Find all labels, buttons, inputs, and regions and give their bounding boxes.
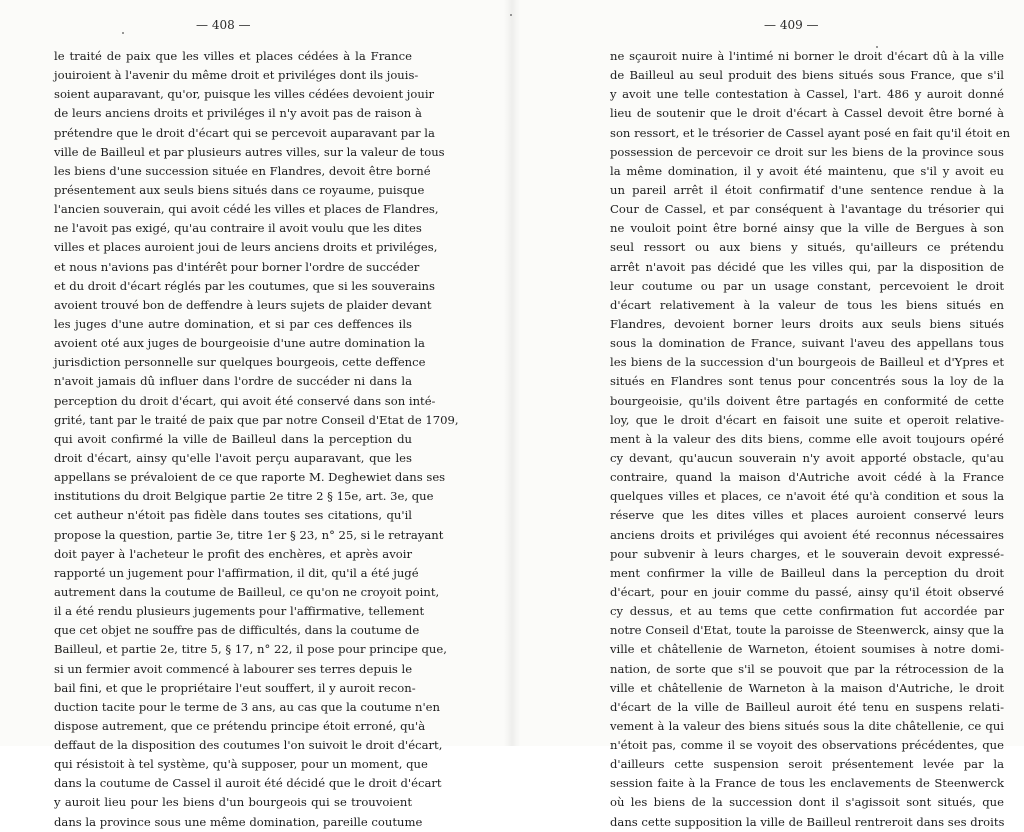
text-line: n'étoit pas, comme il se voyoit des observations précédentes, que	[610, 738, 1004, 753]
text-line: y auroit lieu pour les biens d'un bourgeois qui se trouvoient	[54, 795, 412, 810]
text-line: droit d'écart, ainsy qu'elle l'avoit perçu auparavant, que les	[54, 450, 412, 465]
text-line: deffaut de la disposition des coutumes l'on suivoit le droit d'écart,	[54, 738, 443, 753]
text-line: session faite à la France de tous les enclavements de Steenwerck	[610, 776, 1004, 791]
text-line: Bailleul, et partie 2e, titre 5, § 17, n° 22, il pose pour principe que,	[54, 642, 447, 657]
text-line: un pareil arrêt il étoit confirmatif d'une sentence rendue à la	[610, 182, 1004, 197]
text-line: de Bailleul au seul produit des biens situés sous France, que s'il	[610, 68, 1004, 83]
text-line: anciens droits et priviléges qui avoient été reconnus nécessaires	[610, 527, 1004, 542]
text-line: nation, de sorte que s'il se pouvoit que par la rétrocession de la	[610, 661, 1004, 676]
text-line: leur coutume ou par un usage constant, percevoient le droit	[610, 278, 1004, 293]
text-line: ville et châtellenie de Warneton à la maison d'Autriche, le droit	[610, 680, 1004, 695]
text-line: ville de Bailleul et par plusieurs autres villes, sur la valeur de tous	[54, 144, 445, 159]
text-line: cy dessus, et au tems que cette confirmation fut accordée par	[610, 604, 1004, 619]
text-line: jurisdiction personnelle sur quelques bourgeois, cette deffence	[54, 355, 426, 370]
text-line: ment confirmer la ville de Bailleul dans la perception du droit	[610, 565, 1004, 580]
page-body-text	[54, 47, 459, 832]
text-line: ne sçauroit nuire à l'intimé ni borner le droit d'écart dû à la ville	[610, 49, 1004, 63]
page-body-text	[610, 47, 1011, 832]
text-line: ment à la valeur des dits biens, comme elle avoit toujours opéré	[610, 431, 1004, 446]
text-line: propose la question, partie 3e, titre 1er § 23, n° 25, si le retrayant	[54, 527, 444, 542]
text-line: il a été rendu plusieurs jugements pour l'affirmative, tellement	[54, 604, 425, 619]
text-line: réserve que les dites villes et places auroient conservé leurs	[610, 508, 1004, 523]
text-line: l'ancien souverain, qui avoit cédé les villes et places de Flandres,	[54, 202, 439, 217]
text-line: présentement aux seuls biens situés dans ce royaume, puisque	[54, 182, 425, 197]
text-line: arrêt n'avoit pas décidé que les villes qui, par la disposition de	[610, 259, 1004, 274]
page-number: — 408 —	[196, 18, 251, 32]
text-line: quelques villes et places, ce n'avoit été qu'à condition et sous la	[610, 489, 1004, 504]
text-line: Cour de Cassel, et par conséquent à l'avantage du trésorier qui	[610, 202, 1004, 217]
text-line: grité, tant par le traité de paix que par notre Conseil d'Etat de 1709,	[54, 412, 459, 427]
text-line: sous la domination de France, suivant l'aveu des appellans tous	[610, 336, 1004, 351]
text-line: si un fermier avoit commencé à labourer ses terres depuis le	[54, 661, 413, 676]
text-line: ne l'avoit pas exigé, qu'au contraire il avoit voulu que les dites	[54, 221, 422, 236]
text-line: avoient trouvé bon de deffendre à leurs sujets de plaider devant	[54, 297, 432, 312]
left-page	[0, 0, 512, 829]
text-line: bourgeoisie, qu'ils doivent être partagés en conformité de cette	[610, 393, 1004, 408]
text-line: Flandres, devoient borner leurs droits aux seuls biens situés	[610, 316, 1004, 331]
text-line: institutions du droit Belgique partie 2e titre 2 § 15e, art. 3e, que	[54, 489, 434, 504]
text-line: pour subvenir à leurs charges, et le souverain devoit expressé-	[610, 546, 1004, 561]
text-line: de leurs anciens droits et priviléges il n'y avoit pas de raison à	[54, 106, 422, 121]
text-line: où les biens de la succession dont il s'agissoit sont situés, que	[610, 795, 1004, 810]
text-line: perception du droit d'écart, qui avoit été conservé dans son inté-	[54, 393, 436, 408]
text-line: notre Conseil d'Etat, toute la paroisse de Steenwerck, ainsy que la	[610, 623, 1004, 638]
text-line: situés en Flandres sont tenus pour concentrés sous la loy de la	[610, 374, 1004, 389]
text-line: soient auparavant, qu'or, puisque les villes cédées devoient jouir	[54, 87, 435, 102]
text-line: y avoit une telle contestation à Cassel, l'art. 486 y auroit donné	[610, 87, 1004, 102]
text-line: bail fini, et que le propriétaire l'eut souffert, il y auroit recon-	[54, 680, 416, 695]
text-line: qui résistoit à tel système, qu'à supposer, pour un moment, que	[54, 757, 428, 772]
text-line: appellans se prévaloient de ce que raporte M. Deghewiet dans ses	[54, 470, 446, 485]
text-line: d'écart, pour en jouir comme du passé, ainsy qu'il étoit observé	[610, 584, 1004, 599]
text-line: loy, que le droit d'écart en faisoit une suite et operoit relative-	[610, 412, 1004, 427]
text-line: jouiroient à l'avenir du même droit et priviléges dont ils jouis-	[54, 68, 419, 83]
text-line: que cet objet ne souffre pas de difficultés, dans la coutume de	[54, 623, 420, 638]
page-number: — 409 —	[764, 18, 819, 32]
text-line: possession de percevoir ce droit sur les biens de la province sous	[610, 144, 1004, 159]
text-line: dans la coutume de Cassel il auroit été décidé que le droit d'écart	[54, 776, 442, 791]
text-line: seul ressort ou aux biens y situés, qu'ailleurs ce prétendu	[610, 240, 1004, 255]
text-line: les biens de la succession d'un bourgeois de Bailleul et d'Ypres et	[610, 355, 1004, 370]
text-line: n'avoit jamais dû influer dans l'ordre de succéder ni dans la	[54, 374, 412, 389]
text-line: et nous n'avions pas d'intérêt pour borner l'ordre de succéder	[54, 259, 420, 274]
text-line: qui avoit confirmé la ville de Bailleul dans la perception du	[54, 431, 412, 446]
text-line: la même domination, il y avoit été maintenu, que s'il y avoit eu	[610, 163, 1004, 178]
text-line: lieu de soutenir que le droit d'écart à Cassel devoit être borné à	[610, 106, 1004, 121]
text-line: dans la province sous une même domination, pareille coutume	[54, 814, 423, 829]
text-line: son ressort, et le trésorier de Cassel ayant posé en fait qu'il étoit en	[610, 125, 1011, 140]
text-line: dans cette supposition la ville de Bailleul rentreroit dans ses droits	[610, 814, 1005, 829]
text-line: le traité de paix que les villes et places cédées à la France	[54, 49, 412, 63]
text-line: contraire, quand la maison d'Autriche avoit cédé à la France	[610, 470, 1004, 485]
text-line: et du droit d'écart réglés par les coutumes, que si les souverains	[54, 278, 435, 293]
text-line: vement à la valeur des biens situés sous la dite châtellenie, ce qui	[610, 718, 1004, 733]
text-line: rapporté un jugement pour l'affirmation, il dit, qu'il a été jugé	[54, 565, 419, 580]
text-line: villes et places auroient joui de leurs anciens droits et priviléges,	[54, 240, 438, 255]
text-line: cet autheur n'étoit pas fidèle dans toutes ses citations, qu'il	[54, 508, 412, 523]
right-page	[512, 0, 1024, 829]
text-line: dispose autrement, que ce prétendu principe étoit erroné, qu'à	[54, 718, 426, 733]
text-line: les juges d'une autre domination, et si par ces deffences ils	[54, 316, 412, 331]
text-line: les biens d'une succession située en Flandres, devoit être borné	[54, 163, 431, 178]
text-line: d'écart de la ville de Bailleul auroit été tenu en suspens relati-	[610, 699, 1004, 714]
text-line: avoient oté aux juges de bourgeoisie d'une autre domination la	[54, 336, 425, 351]
text-line: autrement dans la coutume de Bailleul, ce qu'on ne croyoit point,	[54, 584, 440, 599]
text-line: duction tacite pour le terme de 3 ans, au cas que la coutume n'en	[54, 699, 440, 714]
text-line: ville et châtellenie de Warneton, étoient soumises à notre domi-	[610, 642, 1004, 657]
text-line: d'écart relativement à la valeur de tous les biens situés en	[610, 297, 1004, 312]
text-line: prétendre que le droit d'écart qui se percevoit auparavant par la	[54, 125, 435, 140]
text-line: doit payer à l'acheteur le profit des enchères, et après avoir	[54, 546, 412, 561]
text-line: cy devant, qu'aucun souverain n'y avoit apporté obstacle, qu'au	[610, 450, 1004, 465]
text-line: d'ailleurs cette suspension seroit présentement levée par la	[610, 757, 1004, 772]
text-line: ne vouloit point être borné ainsy que la ville de Bergues à son	[610, 221, 1004, 236]
